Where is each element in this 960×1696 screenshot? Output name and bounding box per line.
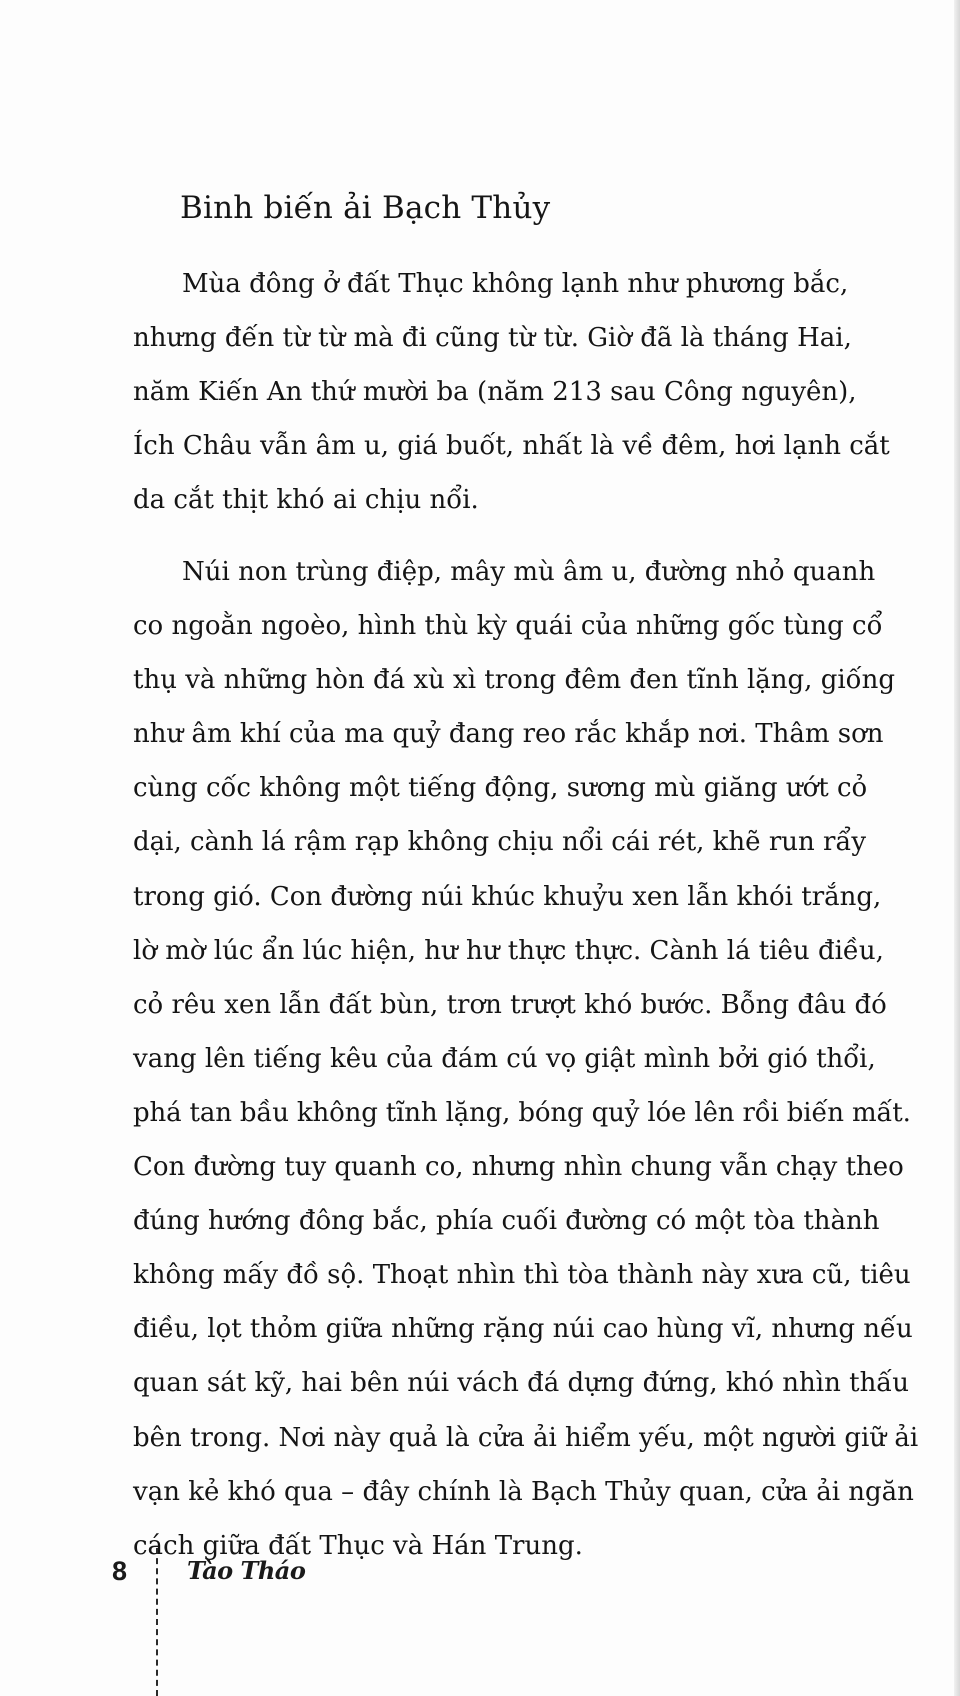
footer-dashed-divider: [156, 1548, 158, 1696]
text-line: da cắt thịt khó ai chịu nổi.: [133, 485, 479, 516]
page-number: 8: [112, 1556, 128, 1586]
text-line: năm Kiến An thứ mười ba (năm 213 sau Công nguyên),: [133, 377, 857, 408]
text-line: Núi non trùng điệp, mây mù âm u, đường nhỏ quanh: [182, 557, 876, 587]
text-line: phá tan bầu không tĩnh lặng, bóng quỷ lóe lên rồi biến mất.: [133, 1097, 911, 1128]
text-line: Mùa đông ở đất Thục không lạnh như phương bắc,: [182, 269, 849, 299]
text-line: lờ mờ lúc ẩn lúc hiện, hư hư thực thực. Cành lá tiêu điều,: [133, 935, 884, 966]
text-line: dại, cành lá rậm rạp không chịu nổi cái rét, khẽ run rẩy: [133, 827, 867, 858]
text-line: cùng cốc không một tiếng động, sương mù giăng ướt cỏ: [133, 773, 868, 804]
text-line: Con đường tuy quanh co, nhưng nhìn chung vẫn chạy theo: [133, 1152, 904, 1183]
text-line: quan sát kỹ, hai bên núi vách đá dựng đứng, khó nhìn thấu: [133, 1368, 909, 1399]
paragraph-1: [133, 257, 919, 527]
text-line: vang lên tiếng kêu của đám cú vọ giật mình bởi gió thổi,: [133, 1043, 876, 1074]
text-line: thụ và những hòn đá xù xì trong đêm đen tĩnh lặng, giống: [133, 665, 895, 696]
text-line: vạn kẻ khó qua – đây chính là Bạch Thủy quan, cửa ải ngăn: [133, 1476, 914, 1507]
text-line: đúng hướng đông bắc, phía cuối đường có một tòa thành: [133, 1206, 880, 1237]
text-line: cách giữa đất Thục và Hán Trung.: [133, 1530, 583, 1561]
page-edge-shadow: [954, 0, 960, 1696]
text-line: không mấy đồ sộ. Thoạt nhìn thì tòa thành này xưa cũ, tiêu: [133, 1260, 911, 1291]
text-line: điều, lọt thỏm giữa những rặng núi cao hùng vĩ, nhưng nếu: [133, 1314, 913, 1345]
text-line: co ngoằn ngoèo, hình thù kỳ quái của những gốc tùng cổ: [133, 611, 883, 642]
text-line: trong gió. Con đường núi khúc khuỷu xen lẫn khói trắng,: [133, 881, 882, 912]
text-line: bên trong. Nơi này quả là cửa ải hiểm yếu, một người giữ ải: [133, 1422, 919, 1453]
text-line: nhưng đến từ từ mà đi cũng từ từ. Giờ đã là tháng Hai,: [133, 323, 852, 354]
text-line: như âm khí của ma quỷ đang reo rắc khắp nơi. Thâm sơn: [133, 719, 884, 750]
text-line: Ích Châu vẫn âm u, giá buốt, nhất là về đêm, hơi lạnh cắt: [133, 431, 890, 462]
paragraph-2: [133, 545, 919, 1573]
section-heading: Binh biến ải Bạch Thủy: [180, 190, 551, 226]
text-line: cỏ rêu xen lẫn đất bùn, trơn trượt khó bước. Bỗng đâu đó: [133, 989, 887, 1020]
running-title: Tào Tháo: [187, 1556, 306, 1585]
